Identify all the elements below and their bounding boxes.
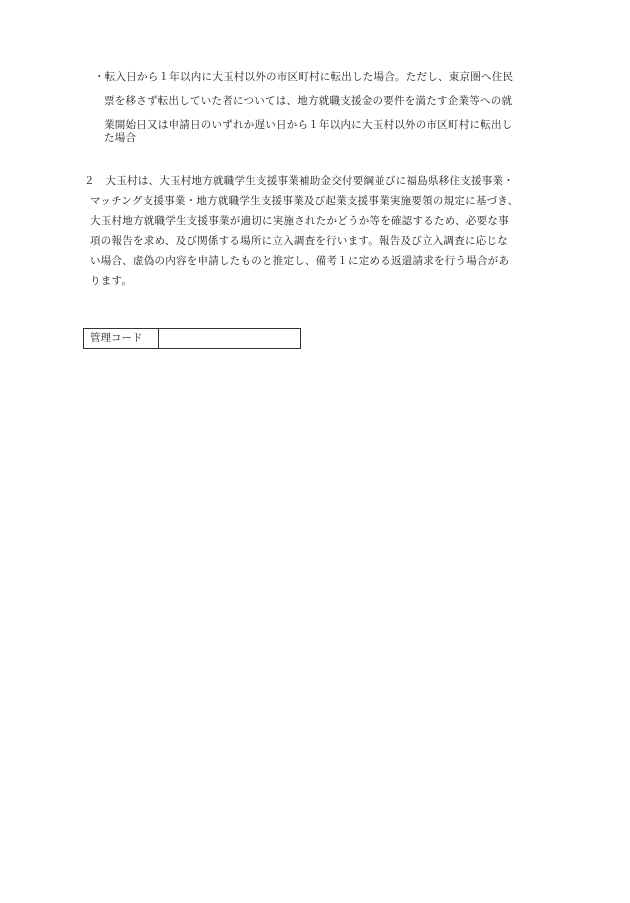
bullet-line: ・転入日から１年以内に大玉村以外の市区町村に転出した場合。ただし、東京圏へ住民: [94, 71, 514, 83]
item-2-line: ２ 大玉村は、大玉村地方就職学生支援事業補助金交付要綱並びに福島県移住支援事業・: [84, 175, 514, 187]
management-code-label: 管理コード: [84, 329, 159, 348]
item-2-line: 大玉村地方就職学生支援事業が適切に実施されたかどうか等を確認するため、必要な事: [90, 215, 509, 227]
bullet-line: 票を移さず転出していた者については、地方就職支援金の要件を満たす企業等への就: [104, 95, 513, 107]
bullet-line: 業開始日又は申請日のいずれか遅い日から１年以内に大玉村以外の市区町村に転出し: [104, 119, 513, 131]
item-2-line: 項の報告を求め、及び関係する場所に立入調査を行います。報告及び立入調査に応じな: [90, 235, 508, 247]
bullet-line: た場合: [104, 132, 137, 144]
management-code-table: [83, 328, 301, 349]
item-2-line: ります。: [90, 275, 133, 287]
management-code-field[interactable]: [159, 329, 300, 348]
item-2-line: い場合、虚偽の内容を申請したものと推定し、備考１に定める返還請求を行う場合があ: [90, 255, 510, 267]
item-2-line: マッチング支援事業・地方就職学生支援事業及び起業支援事業実施要領の規定に基づき、: [90, 195, 519, 207]
